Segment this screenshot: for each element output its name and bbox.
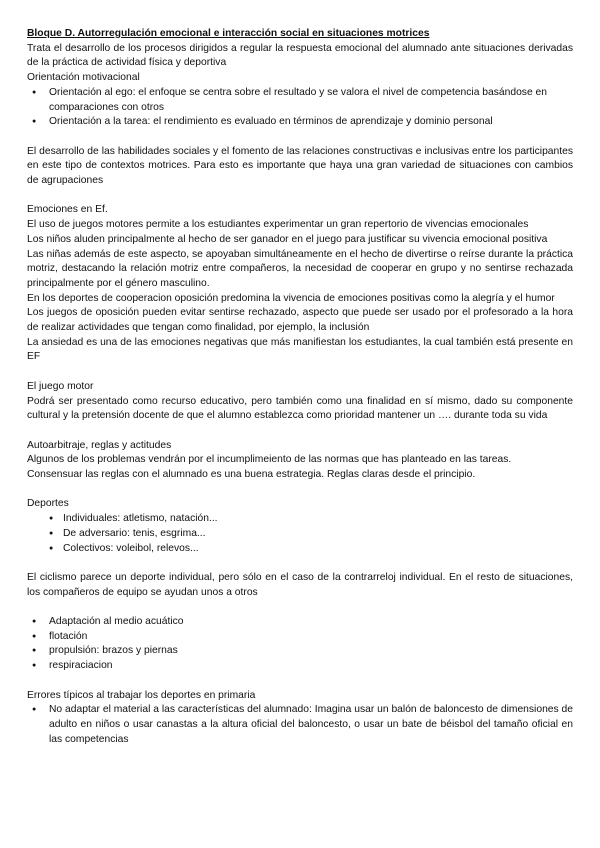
list-item: ● Colectivos: voleibol, relevos... — [27, 542, 573, 557]
emociones-paragraph: Las niñas además de este aspecto, se apoyaban simultáneamente en el hecho de divertirse o reírse durante la práctica motriz, destacando la relación motriz entre compañeros, la necesidad de cooperar en grupo y no sentirse rechazada principalmente por el género masculino. — [27, 248, 573, 289]
list-item: ● propulsión: brazos y piernas — [27, 644, 573, 659]
emociones-heading: Emociones en Ef. — [27, 204, 108, 216]
orientacion-list — [27, 86, 573, 130]
deportes-list — [27, 512, 573, 556]
habilidades-paragraph: El desarrollo de las habilidades sociales y el fomento de las relaciones constructivas e inclusivas entre los participantes en este tipo de contextos motrices. Para esto es importante que haya una gran variedad de situaciones con cambios de agrupaciones — [27, 145, 573, 187]
document-page — [27, 27, 573, 747]
acuatico-list — [27, 615, 573, 674]
list-item: ● flotación — [27, 630, 573, 645]
spacer — [27, 600, 573, 615]
errores-heading: Errores típicos al trabajar los deportes en primaria — [27, 689, 256, 701]
emociones-paragraph: La ansiedad es una de las emociones negativas que más manifiestan los estudiantes, la cual también está presente en EF — [27, 336, 573, 363]
autoarbitraje-line: Algunos de los problemas vendrán por el incumplimeiento de las normas que has planteado en las tareas. — [27, 454, 512, 466]
emociones-paragraph: Los juegos de oposición pueden evitar sentirse rechazado, aspecto que puede ser usado por el profesorado a la hora de realizar actividades que tengan como finalidad, por ejemplo, la inclusión — [27, 307, 573, 334]
emociones-paragraph: Los niños aluden principalmente al hecho de ser ganador en el juego para justificar su vivencia emocional positiva — [27, 233, 548, 245]
spacer — [27, 130, 573, 145]
emociones-paragraph: En los deportes de cooperacion oposición predomina la vivencia de emociones positivas como la alegría y el humor — [27, 292, 555, 304]
list-item: ● Adaptación al medio acuático — [27, 615, 573, 630]
ciclismo-paragraph: El ciclismo parece un deporte individual, pero sólo en el caso de la contrarreloj individual. En el resto de situaciones, los compañeros de equipo se ayudan unos a otros — [27, 571, 573, 598]
spacer — [27, 365, 573, 380]
spacer — [27, 556, 573, 571]
orientacion-heading: Orientación motivacional — [27, 72, 140, 84]
list-item: ● Orientación al ego: el enfoque se centra sobre el resultado y se valora el nivel de competencia basándose en comparaciones con otros — [27, 86, 573, 115]
juego-paragraph: Podrá ser presentado como recurso educativo, pero también como una finalidad en sí mismo, dado su componente cultural y la pretensión docente de que el alumno establezca como prioridad mantener un …. durante toda su vida — [27, 395, 573, 422]
spacer — [27, 424, 573, 439]
errores-list — [27, 703, 573, 747]
list-item: ● Individuales: atletismo, natación... — [27, 512, 573, 527]
page-title: Bloque D. Autorregulación emocional e interacción social en situaciones motrices — [27, 28, 430, 39]
list-item: ● Orientación a la tarea: el rendimiento es evaluado en términos de aprendizaje y dominio personal — [27, 115, 573, 130]
spacer — [27, 674, 573, 689]
juego-heading: El juego motor — [27, 380, 94, 392]
deportes-heading: Deportes — [27, 498, 69, 510]
autoarbitraje-heading: Autoarbitraje, reglas y actitudes — [27, 439, 172, 451]
spacer — [27, 483, 573, 498]
list-item: ● respiraciacion — [27, 659, 573, 674]
emociones-paragraph: El uso de juegos motores permite a los estudiantes experimentar un gran repertorio de vivencias emocionales — [27, 219, 529, 231]
list-item: ● De adversario: tenis, esgrima... — [27, 527, 573, 542]
autoarbitraje-line: Consensuar las reglas con el alumnado es una buena estrategia. Reglas claras desde el principio. — [27, 469, 476, 481]
list-item: ● No adaptar el material a las características del alumnado: Imagina usar un balón de baloncesto de dimensiones de adulto en niños o usar canastas a la altura oficial del baloncesto, o usar un bate de béisbol del tamaño oficial en las competencias — [27, 703, 573, 747]
spacer — [27, 189, 573, 204]
intro-paragraph: Trata el desarrollo de los procesos dirigidos a regular la respuesta emocional del alumnado ante situaciones derivadas de la práctica de actividad física y deportiva — [27, 42, 573, 69]
